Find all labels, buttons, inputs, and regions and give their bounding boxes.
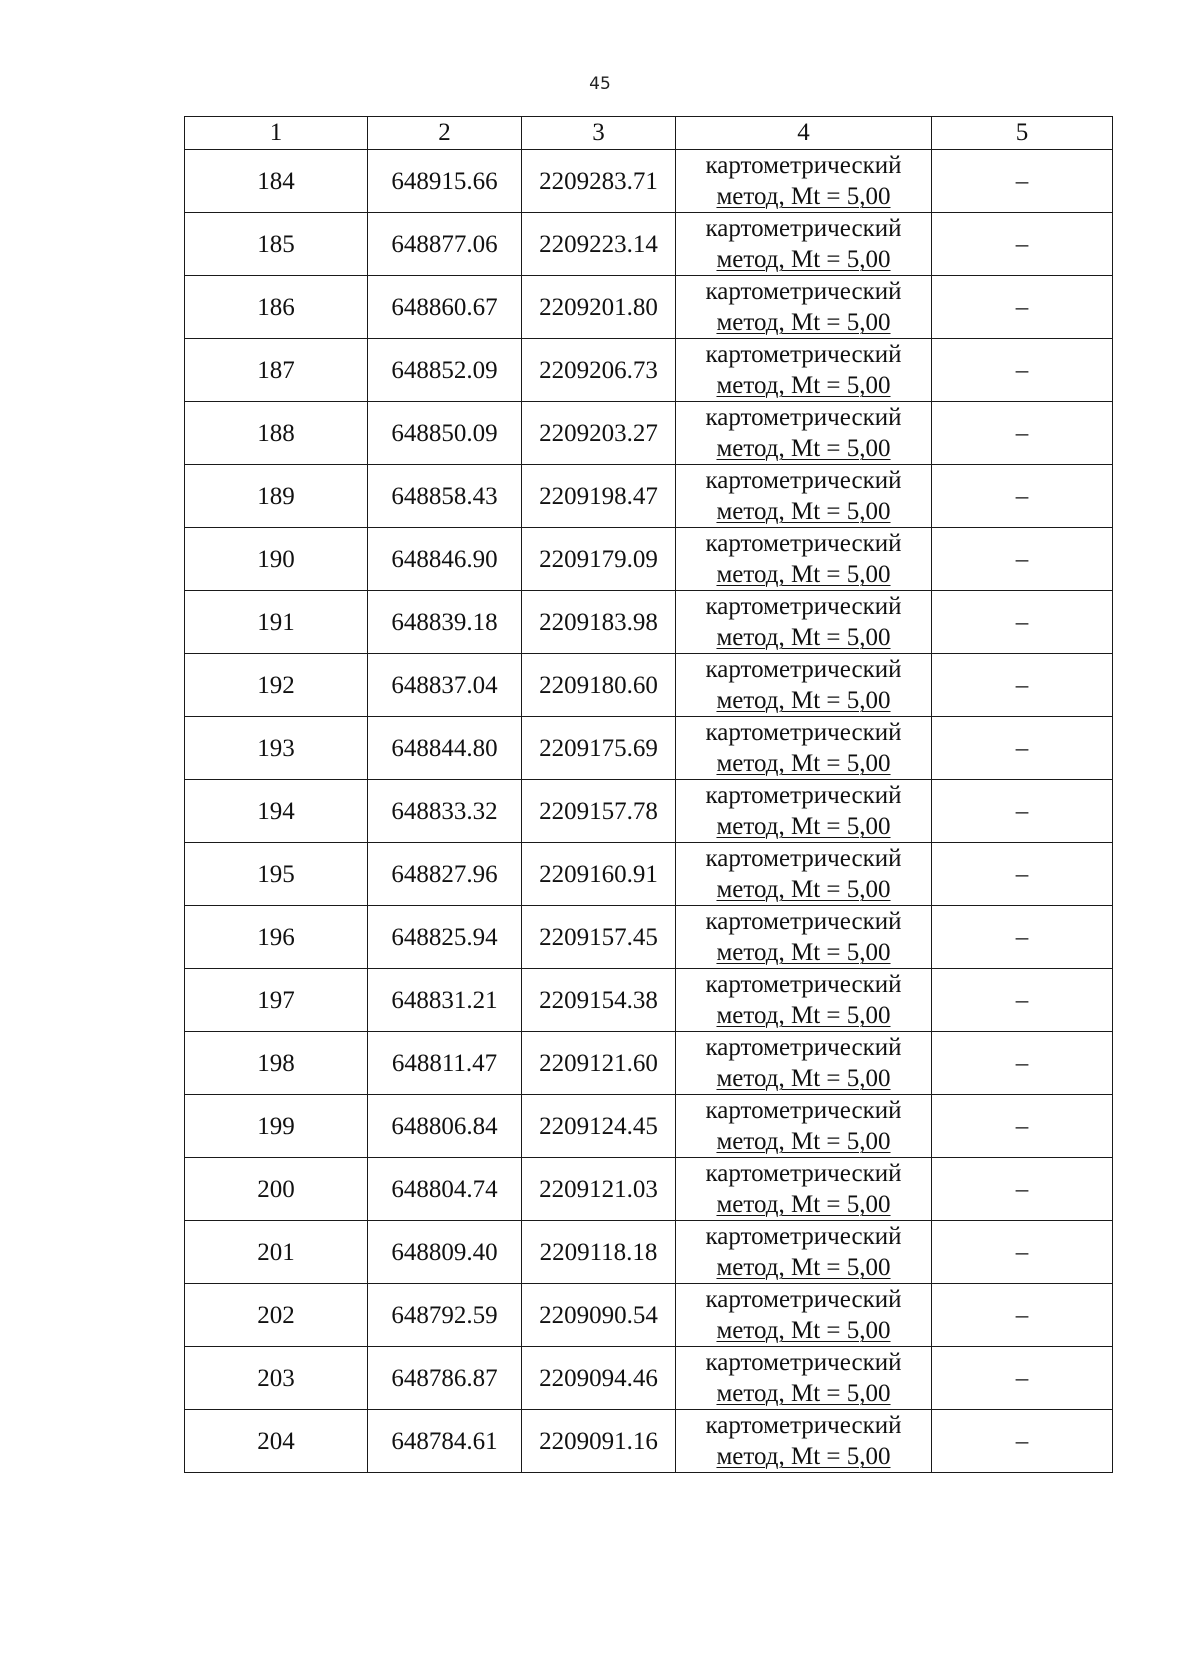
y-coordinate-cell: 2209154.38 (522, 969, 676, 1032)
method-accuracy: метод, Mt = 5,00 (716, 1065, 891, 1092)
method-accuracy: метод, Mt = 5,00 (716, 183, 891, 210)
method-cell (676, 465, 932, 528)
x-coordinate-cell: 648915.66 (368, 150, 522, 213)
method-accuracy: метод, Mt = 5,00 (716, 1128, 891, 1155)
x-coordinate-cell: 648839.18 (368, 591, 522, 654)
method-name: картометрический (705, 341, 902, 368)
point-number-cell: 189 (185, 465, 368, 528)
point-number-cell: 186 (185, 276, 368, 339)
method-cell (676, 1410, 932, 1473)
method-accuracy: метод, Mt = 5,00 (716, 750, 891, 777)
point-number-cell: 185 (185, 213, 368, 276)
method-name: картометрический (705, 782, 902, 809)
y-coordinate-cell: 2209206.73 (522, 339, 676, 402)
x-coordinate-cell: 648786.87 (368, 1347, 522, 1410)
method-accuracy: метод, Mt = 5,00 (716, 1254, 891, 1281)
method-cell (676, 402, 932, 465)
x-coordinate-cell: 648858.43 (368, 465, 522, 528)
table-row (185, 780, 1113, 843)
y-coordinate-cell: 2209124.45 (522, 1095, 676, 1158)
x-coordinate-cell: 648784.61 (368, 1410, 522, 1473)
x-coordinate-cell: 648827.96 (368, 843, 522, 906)
point-number-cell: 200 (185, 1158, 368, 1221)
table-row (185, 402, 1113, 465)
note-cell: – (932, 465, 1113, 528)
method-cell (676, 1032, 932, 1095)
x-coordinate-cell: 648860.67 (368, 276, 522, 339)
method-name: картометрический (705, 1223, 902, 1250)
method-cell (676, 717, 932, 780)
x-coordinate-cell: 648806.84 (368, 1095, 522, 1158)
point-number-cell: 201 (185, 1221, 368, 1284)
x-coordinate-cell: 648837.04 (368, 654, 522, 717)
method-cell (676, 654, 932, 717)
table-row (185, 591, 1113, 654)
table-row (185, 1032, 1113, 1095)
table-row (185, 717, 1113, 780)
point-number-cell: 184 (185, 150, 368, 213)
note-cell: – (932, 528, 1113, 591)
point-number-cell: 194 (185, 780, 368, 843)
note-cell: – (932, 150, 1113, 213)
y-coordinate-cell: 2209283.71 (522, 150, 676, 213)
note-cell: – (932, 1347, 1113, 1410)
table-row (185, 1347, 1113, 1410)
point-number-cell: 197 (185, 969, 368, 1032)
method-accuracy: метод, Mt = 5,00 (716, 561, 891, 588)
method-accuracy: метод, Mt = 5,00 (716, 939, 891, 966)
method-cell (676, 1221, 932, 1284)
point-number-cell: 199 (185, 1095, 368, 1158)
table-row (185, 1284, 1113, 1347)
note-cell: – (932, 1410, 1113, 1473)
method-cell (676, 213, 932, 276)
x-coordinate-cell: 648844.80 (368, 717, 522, 780)
y-coordinate-cell: 2209118.18 (522, 1221, 676, 1284)
note-cell: – (932, 1221, 1113, 1284)
table-row (185, 1221, 1113, 1284)
method-cell (676, 528, 932, 591)
y-coordinate-cell: 2209201.80 (522, 276, 676, 339)
point-number-cell: 202 (185, 1284, 368, 1347)
y-coordinate-cell: 2209203.27 (522, 402, 676, 465)
method-cell (676, 969, 932, 1032)
method-name: картометрический (705, 215, 902, 242)
point-number-cell: 204 (185, 1410, 368, 1473)
method-name: картометрический (705, 593, 902, 620)
note-cell: – (932, 1158, 1113, 1221)
method-cell (676, 339, 932, 402)
point-number-cell: 196 (185, 906, 368, 969)
note-cell: – (932, 780, 1113, 843)
method-cell (676, 906, 932, 969)
note-cell: – (932, 1032, 1113, 1095)
y-coordinate-cell: 2209179.09 (522, 528, 676, 591)
point-number-cell: 190 (185, 528, 368, 591)
x-coordinate-cell: 648792.59 (368, 1284, 522, 1347)
y-coordinate-cell: 2209223.14 (522, 213, 676, 276)
table-body (185, 150, 1113, 1473)
method-accuracy: метод, Mt = 5,00 (716, 1191, 891, 1218)
note-cell: – (932, 843, 1113, 906)
method-name: картометрический (705, 467, 902, 494)
method-accuracy: метод, Mt = 5,00 (716, 1443, 891, 1470)
x-coordinate-cell: 648809.40 (368, 1221, 522, 1284)
point-number-cell: 193 (185, 717, 368, 780)
x-coordinate-cell: 648831.21 (368, 969, 522, 1032)
table-row (185, 654, 1113, 717)
method-accuracy: метод, Mt = 5,00 (716, 1002, 891, 1029)
method-accuracy: метод, Mt = 5,00 (716, 687, 891, 714)
method-name: картометрический (705, 719, 902, 746)
method-cell (676, 1284, 932, 1347)
y-coordinate-cell: 2209094.46 (522, 1347, 676, 1410)
method-name: картометрический (705, 530, 902, 557)
method-accuracy: метод, Mt = 5,00 (716, 876, 891, 903)
table-row (185, 1095, 1113, 1158)
table-row (185, 1158, 1113, 1221)
note-cell: – (932, 276, 1113, 339)
note-cell: – (932, 339, 1113, 402)
table-row (185, 906, 1113, 969)
header-cell-4: 4 (676, 117, 932, 150)
method-cell (676, 150, 932, 213)
x-coordinate-cell: 648846.90 (368, 528, 522, 591)
method-name: картометрический (705, 845, 902, 872)
method-accuracy: метод, Mt = 5,00 (716, 246, 891, 273)
point-number-cell: 195 (185, 843, 368, 906)
table-row (185, 465, 1113, 528)
note-cell: – (932, 1284, 1113, 1347)
method-cell (676, 1158, 932, 1221)
table-row (185, 150, 1113, 213)
note-cell: – (932, 717, 1113, 780)
y-coordinate-cell: 2209121.03 (522, 1158, 676, 1221)
y-coordinate-cell: 2209175.69 (522, 717, 676, 780)
note-cell: – (932, 654, 1113, 717)
y-coordinate-cell: 2209157.45 (522, 906, 676, 969)
header-row (185, 117, 1113, 150)
point-number-cell: 203 (185, 1347, 368, 1410)
table-row (185, 528, 1113, 591)
point-number-cell: 188 (185, 402, 368, 465)
header-cell-2: 2 (368, 117, 522, 150)
method-name: картометрический (705, 1097, 902, 1124)
method-accuracy: метод, Mt = 5,00 (716, 624, 891, 651)
x-coordinate-cell: 648811.47 (368, 1032, 522, 1095)
method-name: картометрический (705, 971, 902, 998)
table-row (185, 339, 1113, 402)
page-number: 45 (589, 74, 611, 94)
method-accuracy: метод, Mt = 5,00 (716, 813, 891, 840)
table-row (185, 276, 1113, 339)
x-coordinate-cell: 648877.06 (368, 213, 522, 276)
point-number-cell: 191 (185, 591, 368, 654)
method-cell (676, 1095, 932, 1158)
method-cell (676, 591, 932, 654)
header-cell-1: 1 (185, 117, 368, 150)
table-row (185, 213, 1113, 276)
table-row (185, 1410, 1113, 1473)
method-name: картометрический (705, 1286, 902, 1313)
note-cell: – (932, 969, 1113, 1032)
point-number-cell: 198 (185, 1032, 368, 1095)
note-cell: – (932, 591, 1113, 654)
method-name: картометрический (705, 1160, 902, 1187)
method-name: картометрический (705, 152, 902, 179)
method-name: картометрический (705, 278, 902, 305)
note-cell: – (932, 402, 1113, 465)
y-coordinate-cell: 2209091.16 (522, 1410, 676, 1473)
note-cell: – (932, 213, 1113, 276)
method-name: картометрический (705, 1034, 902, 1061)
method-accuracy: метод, Mt = 5,00 (716, 372, 891, 399)
x-coordinate-cell: 648850.09 (368, 402, 522, 465)
table-row (185, 843, 1113, 906)
method-name: картометрический (705, 1349, 902, 1376)
method-name: картометрический (705, 908, 902, 935)
method-cell (676, 1347, 932, 1410)
y-coordinate-cell: 2209121.60 (522, 1032, 676, 1095)
method-accuracy: метод, Mt = 5,00 (716, 1380, 891, 1407)
method-accuracy: метод, Mt = 5,00 (716, 498, 891, 525)
method-cell (676, 843, 932, 906)
point-number-cell: 187 (185, 339, 368, 402)
table-row (185, 969, 1113, 1032)
coordinates-table (184, 116, 1113, 1473)
x-coordinate-cell: 648833.32 (368, 780, 522, 843)
note-cell: – (932, 1095, 1113, 1158)
method-cell (676, 276, 932, 339)
method-name: картометрический (705, 404, 902, 431)
x-coordinate-cell: 648852.09 (368, 339, 522, 402)
note-cell: – (932, 906, 1113, 969)
method-accuracy: метод, Mt = 5,00 (716, 435, 891, 462)
point-number-cell: 192 (185, 654, 368, 717)
y-coordinate-cell: 2209157.78 (522, 780, 676, 843)
y-coordinate-cell: 2209090.54 (522, 1284, 676, 1347)
header-cell-3: 3 (522, 117, 676, 150)
y-coordinate-cell: 2209180.60 (522, 654, 676, 717)
table-header (185, 117, 1113, 150)
y-coordinate-cell: 2209183.98 (522, 591, 676, 654)
method-accuracy: метод, Mt = 5,00 (716, 309, 891, 336)
y-coordinate-cell: 2209160.91 (522, 843, 676, 906)
method-accuracy: метод, Mt = 5,00 (716, 1317, 891, 1344)
header-cell-5: 5 (932, 117, 1113, 150)
method-name: картометрический (705, 656, 902, 683)
x-coordinate-cell: 648804.74 (368, 1158, 522, 1221)
x-coordinate-cell: 648825.94 (368, 906, 522, 969)
y-coordinate-cell: 2209198.47 (522, 465, 676, 528)
method-cell (676, 780, 932, 843)
method-name: картометрический (705, 1412, 902, 1439)
